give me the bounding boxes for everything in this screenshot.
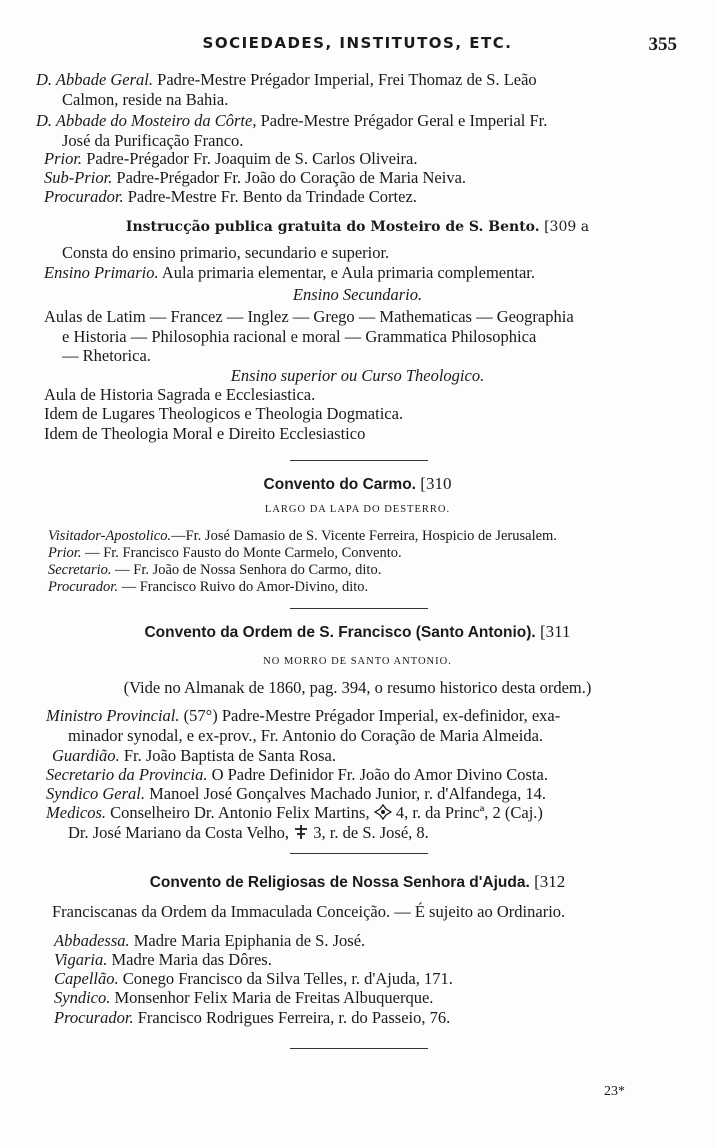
entry-text: Manoel José Gonçalves Machado Junior, r. d'Alfandega, 14. <box>144 784 546 803</box>
superior-line1: Aula de Historia Sagrada e Ecclesiastica. <box>44 385 316 404</box>
ajuda-entry-abbadessa <box>0 931 715 951</box>
ensino-superior-heading: Ensino superior ou Curso Theologico. <box>230 366 485 385</box>
role-label: Procurador. <box>44 187 124 206</box>
role-label: D. Abbade Geral. <box>36 70 154 89</box>
francisco-address: NO MORRO DE SANTO ANTONIO. <box>263 656 452 667</box>
section-divider <box>290 853 428 854</box>
francisco-syndico <box>0 784 715 804</box>
role-label: Ensino Primario. <box>44 263 159 282</box>
ajuda-entry-syndico <box>0 988 715 1008</box>
entry-text: — Francisco Ruivo do Amor-Divino, dito. <box>117 579 369 595</box>
entry-text: 4, r. da Princª, 2 (Caj.) <box>391 803 543 822</box>
role-label: Syndico. <box>54 988 111 1007</box>
entry-abbade-geral-cont <box>0 90 715 110</box>
carmo-title <box>0 474 715 494</box>
role-label: Capellão. <box>54 969 119 988</box>
entry-text: — Fr. João de Nossa Senhora do Carmo, dito. <box>111 562 382 578</box>
ajuda-title <box>0 872 715 892</box>
carmo-address: LARGO DA LAPA DO DESTERRO. <box>264 504 451 515</box>
entry-text: Conego Francisco da Silva Telles, r. d'Ajuda, 171. <box>118 969 453 988</box>
francisco-ref: [311 <box>540 622 571 641</box>
entry-text: — Fr. Francisco Fausto do Monte Carmelo, Convento. <box>81 545 402 561</box>
entry-text: O Padre Definidor Fr. João do Amor Divino Costa. <box>207 765 548 784</box>
entry-prior <box>0 149 715 169</box>
carmo-ref: [310 <box>420 474 452 493</box>
francisco-medicos <box>0 803 715 825</box>
francisco-title-text: Convento da Ordem de S. Francisco (Santo Antonio). <box>144 624 536 641</box>
role-label: Prior. <box>44 149 83 168</box>
entry-abbade-corte <box>0 111 715 131</box>
page-number: 355 <box>648 34 677 55</box>
role-label: Secretario. <box>48 562 112 578</box>
ajuda-entry-procurador <box>0 1008 715 1028</box>
role-label: Procurador. <box>48 579 118 595</box>
role-label: Medicos. <box>46 803 107 822</box>
instrucao-title: Instrucção publica gratuita do Mosteiro de S. Bento. <box>125 219 540 235</box>
order-cross-icon <box>293 824 309 845</box>
entry-sub-prior <box>0 168 715 188</box>
signature-mark: 23* <box>604 1084 625 1099</box>
ajuda-entry-vigaria <box>0 950 715 970</box>
entry-text: Aula primaria elementar, e Aula primaria complementar. <box>158 263 535 282</box>
entry-abbade-corte-cont <box>0 131 715 151</box>
section-divider <box>290 608 428 609</box>
entry-text: Calmon, reside na Bahia. <box>62 90 229 109</box>
entry-abbade-geral <box>0 70 715 90</box>
entry-text: Fr. João Baptista de Santa Rosa. <box>119 746 337 765</box>
role-label: D. Abbade do Mosteiro da Côrte, <box>36 111 257 130</box>
ensino-secundario-heading: Ensino Secundario. <box>292 285 423 304</box>
section-divider <box>290 460 428 461</box>
entry-text: Padre-Mestre Fr. Bento da Trindade Cortez. <box>123 187 417 206</box>
francisco-ministro <box>0 706 715 726</box>
entry-text: Madre Maria das Dôres. <box>107 950 272 969</box>
running-header: SOCIEDADES, INSTITUTOS, ETC. <box>202 34 513 52</box>
instrucao-heading <box>0 217 715 237</box>
francisco-guardiao <box>0 746 715 766</box>
ajuda-ref: [312 <box>534 872 566 891</box>
order-cross-icon <box>374 804 392 825</box>
instrucao-ref: [309 a <box>544 219 590 235</box>
role-label: Sub-Prior. <box>44 168 113 187</box>
francisco-title <box>0 622 715 642</box>
francisco-ministro-cont: minador synodal, e ex-prov., Fr. Antonio do Coração de Maria Almeida. <box>68 726 544 745</box>
entry-procurador <box>0 187 715 207</box>
role-label: Visitador-Apostolico. <box>48 528 172 544</box>
entry-text: Padre-Mestre Prégador Geral e Imperial Fr. <box>256 111 548 130</box>
aulas-line3: — Rhetorica. <box>62 346 151 365</box>
role-label: Ministro Provincial. <box>46 706 180 725</box>
francisco-medicos-cont <box>0 823 715 845</box>
section-divider <box>290 1048 428 1049</box>
superior-line2: Idem de Lugares Theologicos e Theologia Dogmatica. <box>44 404 404 423</box>
ajuda-entry-capellao <box>0 969 715 989</box>
role-label: Guardião. <box>52 746 120 765</box>
entry-text: Monsenhor Felix Maria de Freitas Albuquerque. <box>110 988 434 1007</box>
role-label: Procurador. <box>54 1008 134 1027</box>
entry-text: Madre Maria Epiphania de S. José. <box>129 931 366 950</box>
ensino-primario <box>0 263 715 283</box>
aulas-line2: e Historia — Philosophia racional e moral — Grammatica Philosophica <box>62 327 537 346</box>
francisco-secretario <box>0 765 715 785</box>
role-label: Syndico Geral. <box>46 784 145 803</box>
entry-text: Padre-Prégador Fr. João do Coração de Maria Neiva. <box>112 168 467 187</box>
aulas-line1: Aulas de Latim — Francez — Inglez — Grego — Mathematicas — Geographia <box>44 307 574 326</box>
ajuda-line1: Franciscanas da Ordem da Immaculada Conceição. — É sujeito ao Ordinario. <box>52 902 566 921</box>
entry-text: José da Purificação Franco. <box>62 131 244 150</box>
entry-text: —Fr. José Damasio de S. Vicente Ferreira, Hospicio de Jerusalem. <box>171 528 557 544</box>
ajuda-title-text: Convento de Religiosas de Nossa Senhora d'Ajuda. <box>149 874 530 891</box>
entry-text: Conselheiro Dr. Antonio Felix Martins, <box>106 803 370 822</box>
role-label: Abbadessa. <box>54 931 130 950</box>
entry-text: (57°) Padre-Mestre Prégador Imperial, ex-definidor, exa- <box>179 706 561 725</box>
role-label: Prior. <box>48 545 82 561</box>
entry-text: Dr. José Mariano da Costa Velho, <box>68 823 290 842</box>
carmo-title-text: Convento do Carmo. <box>263 476 416 493</box>
entry-text: Padre-Mestre Prégador Imperial, Frei Thomaz de S. Leão <box>153 70 537 89</box>
superior-line3: Idem de Theologia Moral e Direito Ecclesiastico <box>44 424 366 443</box>
francisco-note: (Vide no Almanak de 1860, pag. 394, o resumo historico desta ordem.) <box>123 678 592 697</box>
carmo-entry-procurador <box>0 577 715 597</box>
entry-text: 3, r. de S. José, 8. <box>309 823 429 842</box>
entry-text: Padre-Prégador Fr. Joaquim de S. Carlos Oliveira. <box>82 149 418 168</box>
entry-text: Francisco Rodrigues Ferreira, r. do Passeio, 76. <box>133 1008 451 1027</box>
role-label: Vigaria. <box>54 950 108 969</box>
instrucao-line1: Consta do ensino primario, secundario e superior. <box>62 243 390 262</box>
role-label: Secretario da Provincia. <box>46 765 208 784</box>
